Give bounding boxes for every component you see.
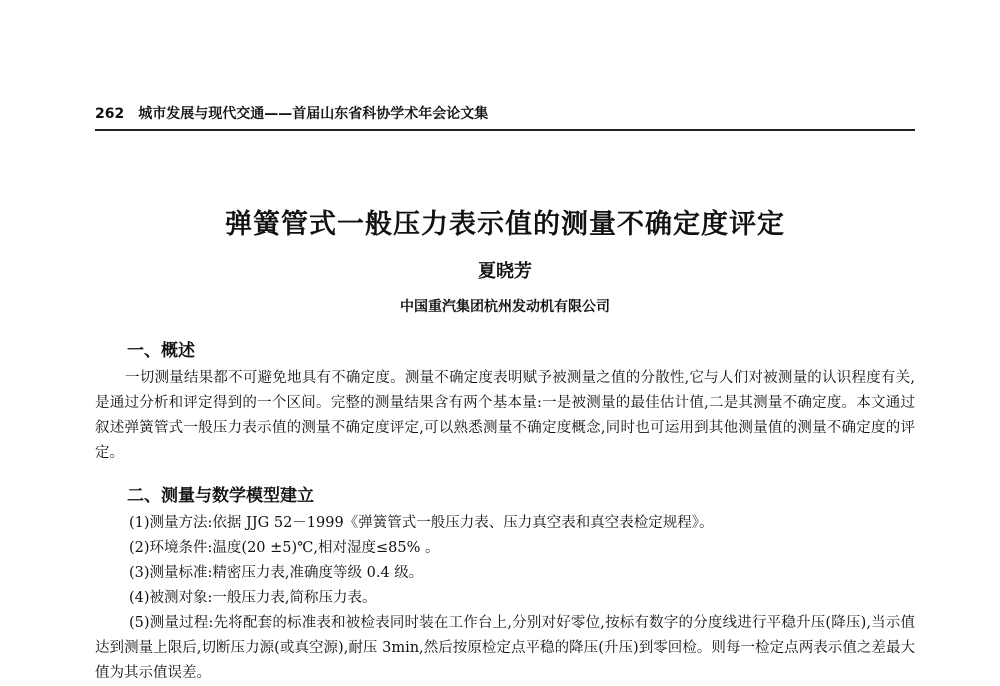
list-item: (1)测量方法:依据 JJG 52－1999《弹簧管式一般压力表、压力真空表和真空表检定规程》。 [129,515,714,531]
measurement-items-list [95,511,915,686]
author-name: 夏晓芳 [478,261,532,282]
list-item: (5)测量过程:先将配套的标准表和被检表同时装在工作台上,分别对好零位,按标有数字的分度线进行平稳升压(降压),当示值达到测量上限后,切断压力源(或真空源),耐压 3min,然后按原检定点平稳的降压(升压)到零回检。则每一检定点两表示值之差最大值为其示值误差。 [95,615,915,681]
author-affiliation: 中国重汽集团杭州发动机有限公司 [400,299,610,315]
section-heading-overview: 一、概述 [127,341,195,361]
running-header [95,103,915,131]
article-title: 弹簧管式一般压力表示值的测量不确定度评定 [225,209,785,240]
overview-paragraph: 一切测量结果都不可避免地具有不确定度。测量不确定度表明赋予被测量之值的分散性,它与人们对被测量的认识程度有关,是通过分析和评定得到的一个区间。完整的测量结果含有两个基本量:一是被测量的最佳估计值,二是其测量不确定度。本文通过叙述弹簧管式一般压力表示值的测量不确定度评定,可以熟悉测量不确定度概念,同时也可运用到其他测量值的测量不确定度的评定。 [95,370,915,461]
list-item: (2)环境条件:温度(20 ±5)℃,相对湿度≤85% 。 [129,540,440,556]
page-number: 262 [95,106,125,122]
section-heading-model: 二、测量与数学模型建立 [127,486,314,506]
list-item: (3)测量标准:精密压力表,准确度等级 0.4 级。 [129,565,424,581]
running-title: 城市发展与现代交通——首届山东省科协学术年会论文集 [138,106,489,122]
list-item: (4)被测对象:一般压力表,简称压力表。 [129,590,377,606]
